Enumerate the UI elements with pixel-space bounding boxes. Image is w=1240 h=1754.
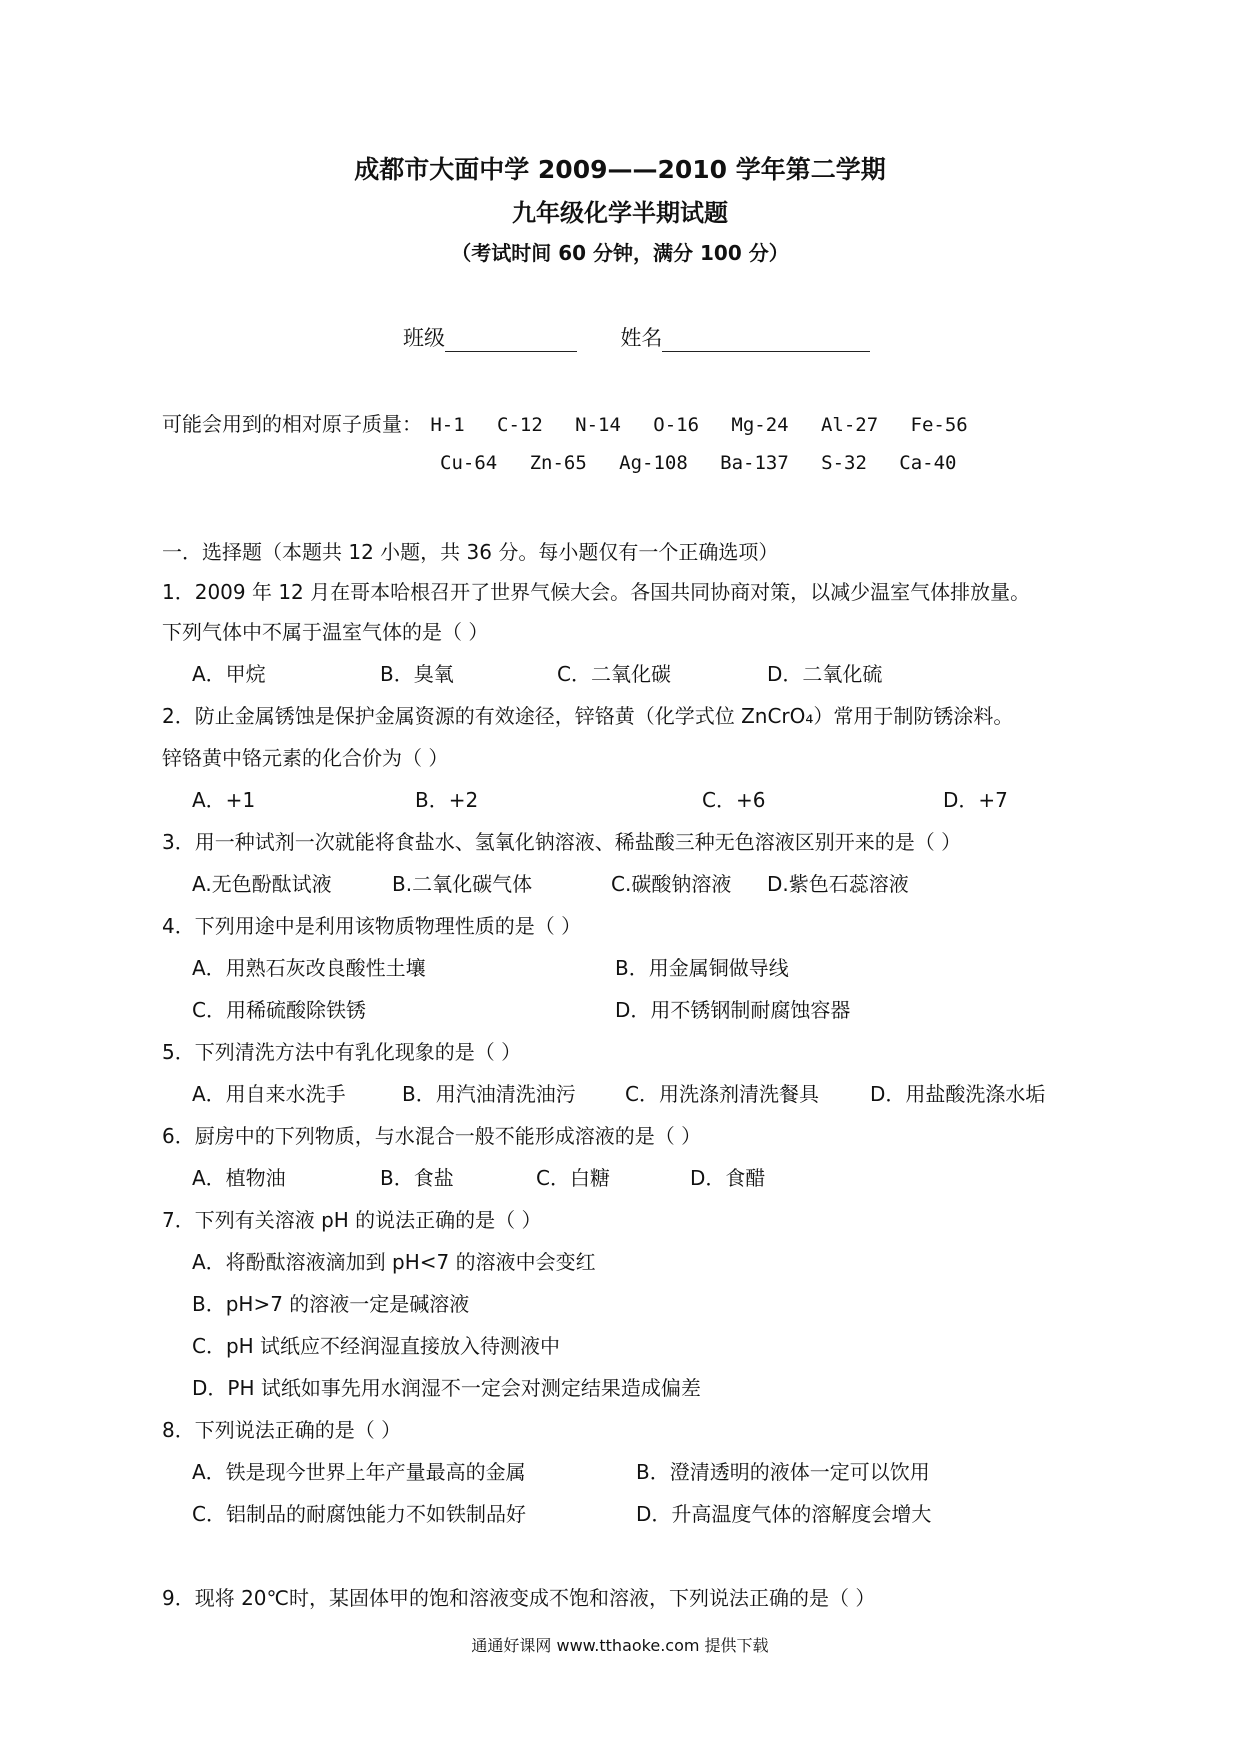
option-d[interactable]: D．食醋 (690, 1166, 766, 1190)
question-stem: 3．用一种试剂一次就能将食盐水、氢氧化钠溶液、稀盐酸三种无色溶液区别开来的是（ ） (162, 830, 962, 854)
option-a[interactable]: A．用自来水洗手 (192, 1082, 346, 1106)
question-stem: 5．下列清洗方法中有乳化现象的是（ ） (162, 1040, 522, 1064)
question-stem: 7．下列有关溶液 pH 的说法正确的是（ ） (162, 1208, 542, 1232)
option-c[interactable]: C.碳酸钠溶液 (611, 872, 732, 896)
option-c[interactable]: C．用洗涤剂清洗餐具 (625, 1082, 819, 1106)
exam-title: 九年级化学半期试题 (512, 199, 728, 227)
question-stem: 1．2009 年 12 月在哥本哈根召开了世界气候大会。各国共同协商对策，以减少温室气体排放量。 (162, 580, 1031, 604)
atomic-mass: Fe-56 (910, 414, 968, 436)
atomic-mass-line-2 (440, 450, 982, 474)
question-stem-continued: 锌铬黄中铬元素的化合价为（ ） (162, 746, 449, 770)
student-info-line (403, 322, 870, 352)
option-c[interactable]: C．用稀硫酸除铁锈 (192, 998, 366, 1022)
option-c[interactable]: C．+6 (702, 788, 766, 812)
name-blank[interactable] (662, 329, 870, 352)
option-d[interactable]: D．升高温度气体的溶解度会增大 (636, 1502, 932, 1526)
option-a[interactable]: A．用熟石灰改良酸性土壤 (192, 956, 426, 980)
name-label: 姓名 (620, 326, 663, 350)
atomic-mass: Ag-108 (619, 452, 688, 474)
atomic-mass: Mg-24 (731, 414, 789, 436)
question-stem: 9．现将 20℃时，某固体甲的饱和溶液变成不饱和溶液，下列说法正确的是（ ） (162, 1586, 876, 1610)
option-b[interactable]: B．食盐 (380, 1166, 454, 1190)
question-stem: 8．下列说法正确的是（ ） (162, 1418, 402, 1442)
class-label: 班级 (403, 326, 445, 350)
option-d[interactable]: D．二氧化硫 (767, 662, 883, 686)
footer-credit: 通通好课网 www.tthaoke.com 提供下载 (471, 1636, 769, 1655)
option-b[interactable]: B．用汽油清洗油污 (402, 1082, 576, 1106)
atomic-mass-label: 可能会用到的相对原子质量： (162, 412, 422, 436)
atomic-mass: Al-27 (820, 414, 879, 436)
atomic-mass: S-32 (821, 452, 867, 474)
question-stem: 6．厨房中的下列物质，与水混合一般不能形成溶液的是（ ） (162, 1124, 702, 1148)
atomic-mass: O-16 (653, 414, 700, 436)
atomic-mass: N-14 (575, 414, 621, 436)
option-a[interactable]: A．+1 (192, 788, 256, 812)
atomic-mass-line-1 (162, 408, 994, 437)
option-b[interactable]: B．臭氧 (380, 662, 454, 686)
option-d[interactable]: D．+7 (943, 788, 1008, 812)
school-title: 成都市大面中学 2009——2010 学年第二学期 (354, 155, 886, 184)
option-b[interactable]: B．pH>7 的溶液一定是碱溶液 (192, 1292, 470, 1316)
option-a[interactable]: A.无色酚酞试液 (192, 872, 332, 896)
atomic-mass: C-12 (497, 414, 543, 436)
question-stem: 2．防止金属锈蚀是保护金属资源的有效途径，锌铬黄（化学式位 ZnCrO₄）常用于制防锈涂料。 (162, 704, 1014, 728)
option-b[interactable]: B．澄清透明的液体一定可以饮用 (636, 1460, 930, 1484)
atomic-mass: Ba-137 (720, 452, 789, 474)
option-b[interactable]: B.二氧化碳气体 (392, 872, 533, 896)
question-stem: 4．下列用途中是利用该物质物理性质的是（ ） (162, 914, 582, 938)
option-a[interactable]: A．将酚酞溶液滴加到 pH<7 的溶液中会变红 (192, 1250, 596, 1274)
option-d[interactable]: D．用盐酸洗涤水垢 (870, 1082, 1046, 1106)
question-stem-continued: 下列气体中不属于温室气体的是（ ） (162, 620, 489, 644)
option-c[interactable]: C．白糖 (536, 1166, 610, 1190)
atomic-mass: Cu-64 (440, 452, 498, 474)
atomic-mass: Ca-40 (899, 452, 957, 474)
option-d[interactable]: D.紫色石蕊溶液 (767, 872, 909, 896)
option-c[interactable]: C．二氧化碳 (557, 662, 671, 686)
atomic-mass: H-1 (430, 414, 465, 436)
option-d[interactable]: D．PH 试纸如事先用水润湿不一定会对测定结果造成偏差 (192, 1376, 701, 1400)
atomic-mass: Zn-65 (529, 452, 587, 474)
option-b[interactable]: B．+2 (415, 788, 479, 812)
option-a[interactable]: A．铁是现今世界上年产量最高的金属 (192, 1460, 526, 1484)
option-b[interactable]: B．用金属铜做导线 (615, 956, 789, 980)
option-c[interactable]: C．铝制品的耐腐蚀能力不如铁制品好 (192, 1502, 526, 1526)
section-heading: 一．选择题（本题共 12 小题，共 36 分。每小题仅有一个正确选项） (162, 540, 779, 564)
option-a[interactable]: A．植物油 (192, 1166, 286, 1190)
class-blank[interactable] (445, 329, 577, 352)
option-a[interactable]: A．甲烷 (192, 662, 266, 686)
exam-info: （考试时间 60 分钟，满分 100 分） (451, 241, 789, 265)
option-c[interactable]: C．pH 试纸应不经润湿直接放入待测液中 (192, 1334, 561, 1358)
option-d[interactable]: D．用不锈钢制耐腐蚀容器 (615, 998, 851, 1022)
